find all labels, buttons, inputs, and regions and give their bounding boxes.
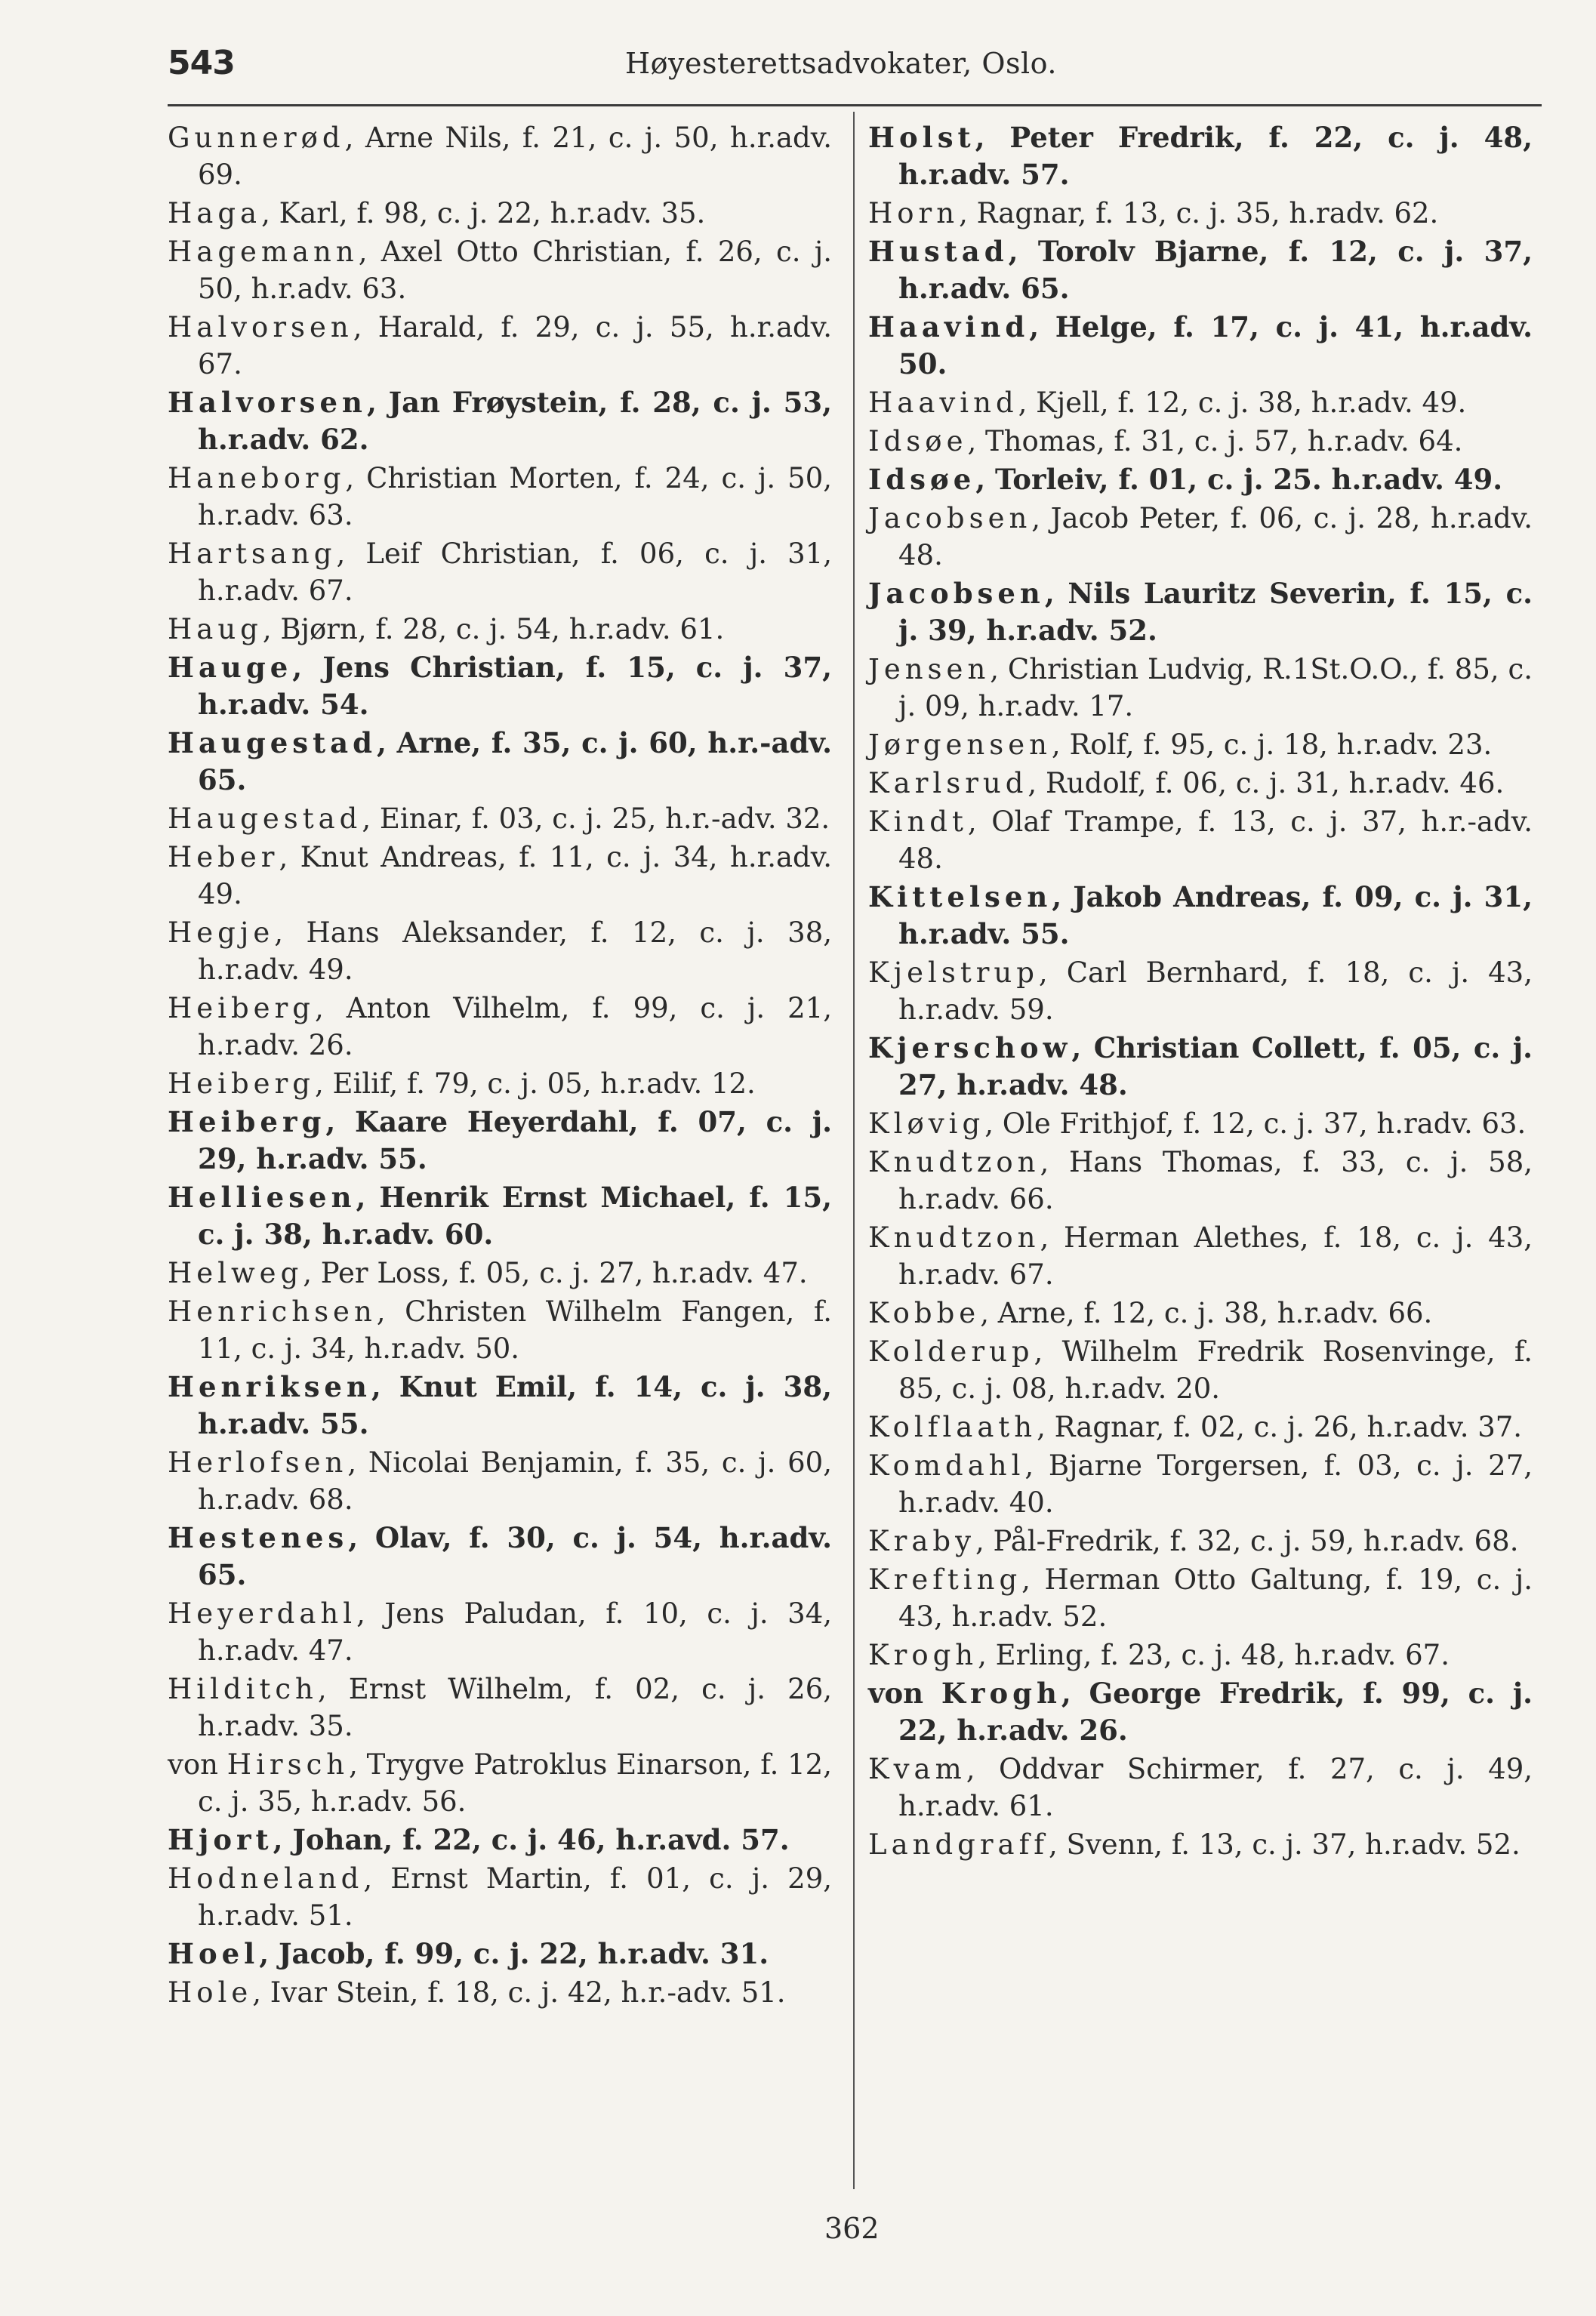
page-number: 543	[168, 44, 235, 82]
entry-surname: Kjelstrup	[868, 956, 1039, 989]
directory-entry	[168, 1369, 832, 1443]
directory-entry	[868, 726, 1533, 763]
entry-details: , Henrik Ernst Michael, f. 15, c. j. 38, h.r.adv. 60.	[198, 1181, 832, 1251]
entry-details: , Johan, f. 22, c. j. 46, h.r.avd. 57.	[273, 1823, 790, 1856]
entry-details: , Helge, f. 17, c. j. 41, h.r.adv. 50.	[898, 310, 1533, 380]
entry-surname: Henrichsen	[168, 1295, 377, 1328]
entry-surname: Haneborg	[168, 462, 346, 494]
directory-entry	[868, 119, 1533, 193]
header-rule	[168, 104, 1542, 106]
directory-entry	[168, 1293, 832, 1367]
entry-surname: Hilditch	[168, 1673, 318, 1705]
entry-details: , Leif Christian, f. 06, c. j. 31, h.r.adv. 67.	[198, 537, 832, 607]
entry-details: , Christian Collett, f. 05, c. j. 27, h.r.adv. 48.	[898, 1031, 1533, 1101]
right-column	[868, 119, 1533, 1865]
entry-details: , Olaf Trampe, f. 13, c. j. 37, h.r.-adv. 48.	[898, 805, 1533, 875]
entry-details: , Kjell, f. 12, c. j. 38, h.r.adv. 49.	[1018, 387, 1467, 419]
entry-details: , Bjarne Torgersen, f. 03, c. j. 27, h.r.adv. 40.	[898, 1449, 1533, 1519]
entry-details: , Svenn, f. 13, c. j. 37, h.r.adv. 52.	[1048, 1828, 1521, 1861]
entry-details: , Knut Emil, f. 14, c. j. 38, h.r.adv. 55.	[198, 1370, 832, 1440]
directory-entry	[168, 384, 832, 458]
entry-details: , Arne, f. 35, c. j. 60, h.r.-adv. 65.	[198, 726, 832, 796]
entry-details: , Rolf, f. 95, c. j. 18, h.r.adv. 23.	[1051, 728, 1493, 761]
entry-surname: Halvorsen	[168, 386, 367, 419]
entry-details: , Olav, f. 30, c. j. 54, h.r.adv. 65.	[198, 1521, 832, 1591]
entry-surname: Helweg	[168, 1257, 303, 1289]
directory-entry	[868, 1295, 1533, 1332]
entry-surname: Herlofsen	[168, 1446, 348, 1479]
entry-prefix: von	[868, 1677, 941, 1710]
entry-details: , Rudolf, f. 06, c. j. 31, h.r.adv. 46.	[1028, 767, 1505, 799]
entry-surname: Hegje	[168, 916, 275, 949]
entry-details: , Nicolai Benjamin, f. 35, c. j. 60, h.r.adv. 68.	[198, 1446, 832, 1516]
directory-entry	[168, 460, 832, 534]
entry-surname: Kindt	[868, 805, 968, 838]
entry-details: , Knut Andreas, f. 11, c. j. 34, h.r.adv. 49.	[198, 841, 832, 910]
directory-entry	[168, 1974, 832, 2011]
left-column	[168, 119, 832, 2013]
entry-surname: Knudtzon	[868, 1146, 1040, 1178]
entry-details: , Ole Frithjof, f. 12, c. j. 37, h.radv. 63.	[984, 1107, 1527, 1140]
entry-surname: Heiberg	[168, 1067, 315, 1100]
entry-surname: Helliesen	[168, 1181, 356, 1214]
directory-entry	[168, 1104, 832, 1178]
directory-entry	[168, 839, 832, 913]
entry-details: , Arne, f. 12, c. j. 38, h.r.adv. 66.	[980, 1297, 1433, 1329]
directory-entry	[868, 803, 1533, 877]
entry-details: , Christian Ludvig, R.1St.O.O., f. 85, c. j. 09, h.r.adv. 17.	[898, 653, 1533, 722]
entry-surname: Hodneland	[168, 1862, 364, 1895]
directory-entry	[868, 1675, 1533, 1749]
entry-surname: Kobbe	[868, 1297, 981, 1329]
directory-entry	[868, 1333, 1533, 1407]
entry-surname: Hagemann	[168, 236, 359, 268]
entry-surname: Horn	[868, 197, 960, 229]
directory-entry	[168, 1179, 832, 1253]
directory-entry	[868, 575, 1533, 649]
directory-entry	[168, 119, 832, 193]
directory-entry	[868, 1219, 1533, 1293]
entry-details: , Pål-Fredrik, f. 32, c. j. 59, h.r.adv. 68.	[975, 1525, 1519, 1557]
entry-details: , Hans Thomas, f. 33, c. j. 58, h.r.adv. 66.	[898, 1146, 1533, 1215]
entry-surname: Kjerschow	[868, 1031, 1072, 1064]
directory-entry	[168, 535, 832, 609]
entry-details: , Karl, f. 98, c. j. 22, h.r.adv. 35.	[261, 197, 706, 229]
entry-surname: Haug	[168, 613, 263, 645]
directory-entry	[168, 800, 832, 837]
entry-details: , Trygve Patroklus Einarson, f. 12, c. j. 35, h.r.adv. 56.	[198, 1748, 832, 1818]
entry-details: , Christian Morten, f. 24, c. j. 50, h.r.adv. 63.	[198, 462, 832, 531]
entry-surname: Kvam	[868, 1753, 966, 1785]
entry-surname: Jacobsen	[868, 502, 1032, 534]
entry-surname: Haugestad	[168, 802, 362, 835]
entry-surname: Karlsrud	[868, 767, 1028, 799]
directory-entry	[868, 195, 1533, 232]
directory-entry	[168, 1444, 832, 1518]
entry-surname: Jacobsen	[868, 577, 1045, 610]
entry-surname: Heyerdahl	[168, 1597, 357, 1630]
entry-surname: Krogh	[868, 1639, 978, 1671]
entry-details: , Erling, f. 23, c. j. 48, h.r.adv. 67.	[978, 1639, 1450, 1671]
directory-entry	[868, 309, 1533, 383]
entry-details: , Ernst Martin, f. 01, c. j. 29, h.r.adv. 51.	[198, 1862, 832, 1932]
entry-details: , Ernst Wilhelm, f. 02, c. j. 26, h.r.adv. 35.	[198, 1673, 832, 1742]
entry-details: , Peter Fredrik, f. 22, c. j. 48, h.r.adv. 57.	[898, 121, 1533, 191]
entry-details: , Axel Otto Christian, f. 26, c. j. 50, h.r.adv. 63.	[198, 236, 832, 305]
directory-entry	[868, 651, 1533, 725]
directory-entry	[168, 611, 832, 648]
entry-details: , Per Loss, f. 05, c. j. 27, h.r.adv. 47.	[303, 1257, 808, 1289]
entry-surname: Hauge	[168, 651, 293, 684]
entry-surname: Jensen	[868, 653, 991, 685]
entry-details: , Kaare Heyerdahl, f. 07, c. j. 29, h.r.adv. 55.	[198, 1105, 832, 1175]
entry-details: , Herman Otto Galtung, f. 19, c. j. 43, h.r.adv. 52.	[898, 1563, 1533, 1633]
entry-surname: Knudtzon	[868, 1221, 1040, 1254]
entry-surname: Hustad	[868, 235, 1009, 268]
entry-surname: Haavind	[868, 310, 1030, 343]
directory-entry	[168, 195, 832, 232]
entry-surname: Kolflaath	[868, 1411, 1037, 1443]
entry-surname: Hirsch	[226, 1748, 350, 1781]
entry-surname: Hartsang	[168, 537, 337, 570]
entry-surname: Henriksen	[168, 1370, 371, 1403]
directory-entry	[168, 1936, 832, 1973]
entry-surname: Komdahl	[868, 1449, 1025, 1482]
footer-page-number: 362	[824, 2212, 880, 2245]
directory-entry	[168, 1520, 832, 1594]
entry-details: , Eilif, f. 79, c. j. 05, h.r.adv. 12.	[314, 1067, 756, 1100]
entry-details: , George Fredrik, f. 99, c. j. 22, h.r.adv. 26.	[898, 1677, 1533, 1747]
entry-surname: Idsøe	[868, 463, 976, 496]
directory-entry	[868, 1447, 1533, 1521]
entry-details: , Harald, f. 29, c. j. 55, h.r.adv. 67.	[198, 311, 832, 380]
directory-entry	[868, 461, 1533, 498]
entry-surname: Kolderup	[868, 1335, 1034, 1368]
column-divider	[853, 112, 855, 2189]
directory-entry	[868, 954, 1533, 1028]
directory-entry	[868, 423, 1533, 460]
entry-details: , Anton Vilhelm, f. 99, c. j. 21, h.r.adv. 26.	[198, 992, 832, 1061]
entry-surname: Kittelsen	[868, 880, 1052, 913]
directory-entry	[168, 1746, 832, 1820]
entry-details: , Carl Bernhard, f. 18, c. j. 43, h.r.adv. 59.	[898, 956, 1533, 1026]
directory-entry	[168, 1065, 832, 1102]
entry-details: , Ivar Stein, f. 18, c. j. 42, h.r.-adv. 51.	[252, 1976, 786, 2009]
entry-details: , Thomas, f. 31, c. j. 57, h.r.adv. 64.	[967, 425, 1463, 457]
entry-details: , Jens Christian, f. 15, c. j. 37, h.r.adv. 54.	[198, 651, 832, 721]
directory-entry	[168, 309, 832, 383]
directory-entry	[168, 725, 832, 799]
directory-entry	[868, 500, 1533, 574]
directory-entry	[868, 1561, 1533, 1635]
entry-surname: Holst	[868, 121, 975, 154]
entry-surname: Heiberg	[168, 992, 315, 1024]
entry-details: , Jakob Andreas, f. 09, c. j. 31, h.r.adv. 55.	[898, 880, 1533, 950]
entry-details: , Ragnar, f. 02, c. j. 26, h.r.adv. 37.	[1037, 1411, 1523, 1443]
entry-surname: Kløvig	[868, 1107, 985, 1140]
directory-entry	[168, 1255, 832, 1292]
entry-surname: Halvorsen	[168, 311, 353, 343]
entry-details: , Jan Frøystein, f. 28, c. j. 53, h.r.adv. 62.	[198, 386, 832, 456]
entry-details: , Wilhelm Fredrik Rosenvinge, f. 85, c. j. 08, h.r.adv. 20.	[898, 1335, 1533, 1405]
entry-surname: Hoel	[168, 1937, 260, 1970]
entry-details: , Einar, f. 03, c. j. 25, h.r.-adv. 32.	[362, 802, 830, 835]
entry-surname: Heber	[168, 841, 279, 873]
entry-details: , Jacob, f. 99, c. j. 22, h.r.adv. 31.	[259, 1937, 769, 1970]
entry-surname: Haavind	[868, 387, 1018, 419]
directory-entry	[868, 233, 1533, 307]
directory-entry	[868, 1105, 1533, 1142]
directory-entry	[168, 990, 832, 1064]
entry-details: , Arne Nils, f. 21, c. j. 50, h.r.adv. 69.	[198, 122, 832, 191]
entry-details: , Torolv Bjarne, f. 12, c. j. 37, h.r.adv. 65.	[898, 235, 1533, 305]
entry-surname: Idsøe	[868, 425, 968, 457]
entry-surname: Gunnerød	[168, 122, 345, 154]
entry-surname: Krogh	[941, 1677, 1061, 1710]
entry-surname: Hole	[168, 1976, 253, 2009]
entry-surname: Hestenes	[168, 1521, 349, 1554]
entry-details: , Oddvar Schirmer, f. 27, c. j. 49, h.r.adv. 61.	[898, 1753, 1533, 1822]
entry-surname: Haugestad	[168, 726, 377, 759]
directory-entry	[868, 1409, 1533, 1446]
entry-surname: Landgraff	[868, 1828, 1049, 1861]
directory-entry	[168, 914, 832, 988]
running-title: Høyesterettsadvokater, Oslo.	[625, 47, 1057, 80]
directory-entry	[868, 384, 1533, 421]
directory-entry	[868, 1637, 1533, 1674]
directory-entry	[168, 233, 832, 307]
directory-entry	[868, 1826, 1533, 1863]
entry-details: , Bjørn, f. 28, c. j. 54, h.r.adv. 61.	[262, 613, 725, 645]
entry-details: , Christen Wilhelm Fangen, f. 11, c. j. 34, h.r.adv. 50.	[198, 1295, 832, 1365]
entry-surname: Jørgensen	[868, 728, 1052, 761]
directory-entry	[168, 1595, 832, 1669]
entry-surname: Krefting	[868, 1563, 1022, 1596]
entry-details: , Jacob Peter, f. 06, c. j. 28, h.r.adv. 48.	[898, 502, 1533, 571]
entry-details: , Herman Alethes, f. 18, c. j. 43, h.r.adv. 67.	[898, 1221, 1533, 1291]
entry-details: , Torleiv, f. 01, c. j. 25. h.r.adv. 49.	[975, 463, 1503, 496]
entry-surname: Hjort	[168, 1823, 273, 1856]
directory-entry	[168, 1860, 832, 1934]
entry-surname: Haga	[168, 197, 262, 229]
entry-details: , Nils Lauritz Severin, f. 15, c. j. 39, h.r.adv. 52.	[898, 577, 1533, 647]
entry-surname: Heiberg	[168, 1105, 326, 1138]
directory-entry	[168, 649, 832, 723]
entry-details: , Jens Paludan, f. 10, c. j. 34, h.r.adv. 47.	[198, 1597, 832, 1667]
directory-entry	[868, 879, 1533, 953]
page-header	[168, 44, 1579, 97]
directory-entry	[168, 1822, 832, 1859]
directory-entry	[168, 1671, 832, 1745]
entry-prefix: von	[168, 1748, 227, 1781]
directory-entry	[868, 765, 1533, 802]
directory-entry	[868, 1030, 1533, 1104]
entry-details: , Hans Aleksander, f. 12, c. j. 38, h.r.adv. 49.	[198, 916, 832, 986]
directory-entry	[868, 1751, 1533, 1825]
entry-surname: Kraby	[868, 1525, 975, 1557]
directory-entry	[868, 1523, 1533, 1560]
entry-details: , Ragnar, f. 13, c. j. 35, h.radv. 62.	[959, 197, 1439, 229]
directory-entry	[868, 1144, 1533, 1218]
